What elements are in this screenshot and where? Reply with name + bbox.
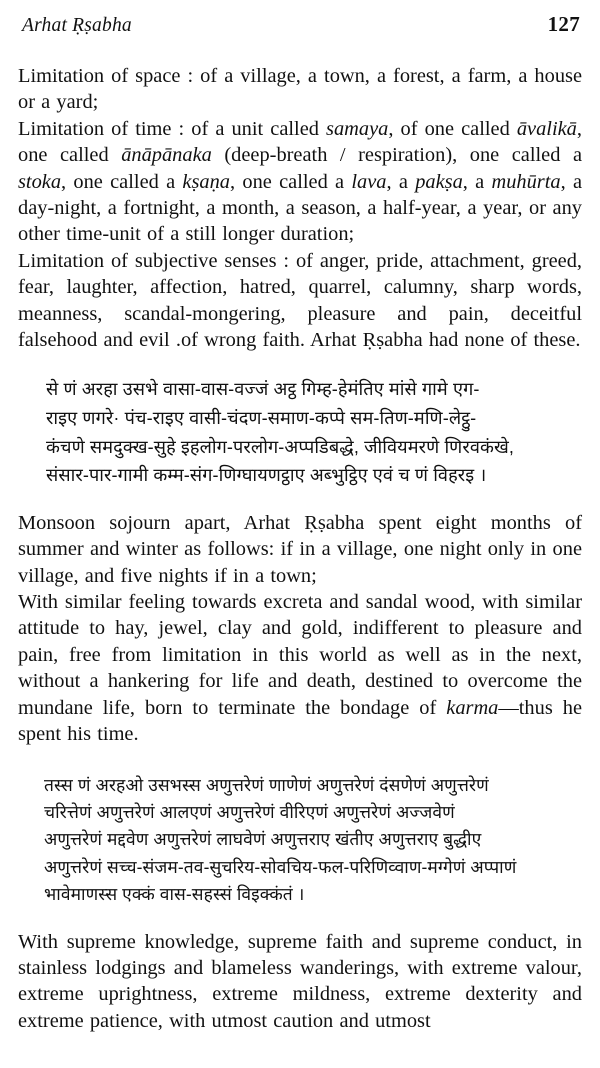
term-karma: karma [446,696,499,719]
term-paksa: pakṣa [415,170,463,193]
text-segment: (deep-breath / respiration), one called a [211,144,583,167]
text-segment: Monsoon sojourn apart, Arhat Ṛṣabha spent eight months of summer and winter as follows: if in a village, one night only in one village, and five nights if in a town; [18,511,582,587]
verse-line: अणुत्तरेणं मद्दवेण अणुत्तरेणं लाघवेणं अणुत्तराए खंतीए अणुत्तराए बुद्धीए [44,829,482,850]
verse-line: तस्स णं अरहओ उसभस्स अणुत्तरेणं णाणेणं अणुत्तरेणं दंसणेणं अणुत्तरेणं [44,774,489,795]
verse-line: चरित्तेणं अणुत्तरेणं आलएणं अणुत्तरेणं वीरिएणं अणुत्तरेणं अज्जवेणं [44,801,455,822]
paragraph-limitation-of-time [18,116,582,248]
verse-line: राइए णगरे· पंच-राइए वासी-चंदण-समाण-कप्पे सम-तिण-मणि-लेट्ठु- [46,408,477,429]
term-muhurta: muhūrta [491,170,561,193]
term-stoka: stoka [18,170,62,193]
text-segment: —thus he spent his time. [18,696,583,746]
running-head-title: Arhat Ṛṣabha [22,15,132,36]
paragraph-supreme-knowledge [18,929,582,1035]
text-segment: Limitation of space : of a village, a town, a forest, a farm, a house or a yard; [18,65,582,114]
running-head [18,12,582,37]
verse-line: संसार-पार-गामी कम्म-संग-णिग्घायणट्ठाए अब्भुट्ठिए एवं च णं विहरइ । [46,465,487,486]
text-segment: , one called [18,117,582,167]
paragraph-limitation-of-senses [18,248,582,354]
page-number: 127 [547,12,580,36]
paragraph-similar-feeling [18,589,582,747]
verse-line: कंचणे समदुक्ख-सुहे इहलोग-परलोग-अप्पडिबद्धे, जीवियमरणे णिरवकंखे, [46,436,515,457]
paragraph-limitation-of-space [18,63,582,116]
text-segment: Limitation of time : of a unit called [18,117,327,140]
term-lava: lava [351,170,387,193]
text-segment: With similar feeling towards excreta and sandal wood, with similar attitude to hay, jewel, clay and gold, indifferent to pleasure and pain, free from limitation in this world as well as in the next, without a hankering for life and death, destined to overcome the mundane life, born to terminate the bondage of [18,591,582,719]
text-segment: , a [462,170,492,193]
text-segment: Limitation of subjective senses : of anger, pride, attachment, greed, fear, laughter, affection, hatred, quarrel, calumny, sharp words, meanness, scandal-mongering, pleasure and pain, deceitful falsehood and evil .of wrong faith. Arhat Ṛṣabha had none of these. [18,249,582,352]
text-segment: , a day-night, a fortnight, a month, a season, a half-year, a year, or any other time-unit of a still longer duration; [18,170,583,246]
text-segment: , one called a [230,170,352,193]
text-segment: , a [386,170,416,193]
term-avalika: āvalikā [516,117,577,140]
text-segment: , of one called [388,117,517,140]
prakrit-passage-one [18,375,582,489]
paragraph-monsoon-sojourn [18,510,582,589]
text-segment: With supreme knowledge, supreme faith and supreme conduct, in stainless lodgings and blameless wanderings, with extreme valour, extreme uprightness, extreme mildness, extreme dexterity and extreme patience, with utmost caution and utmost [18,930,582,1032]
prakrit-passage-two [18,772,582,909]
verse-line: से णं अरहा उसभे वासा-वास-वज्जं अट्ठ गिम्ह-हेमंतिए मांसे गामे एग- [46,379,480,400]
verse-line: अणुत्तरेणं सच्च-संजम-तव-सुचरिय-सोवचिय-फल-परिणिव्वाण-मग्गेणं अप्पाणं [44,856,517,877]
term-ksana: kṣaṇa [182,170,230,193]
term-anapanaka: ānāpānaka [121,144,212,167]
text-segment: , one called a [61,170,183,193]
term-samaya: samaya [326,117,389,140]
verse-line: भावेमाणस्स एक्कं वास-सहस्सं विइक्कंतं । [44,884,305,905]
